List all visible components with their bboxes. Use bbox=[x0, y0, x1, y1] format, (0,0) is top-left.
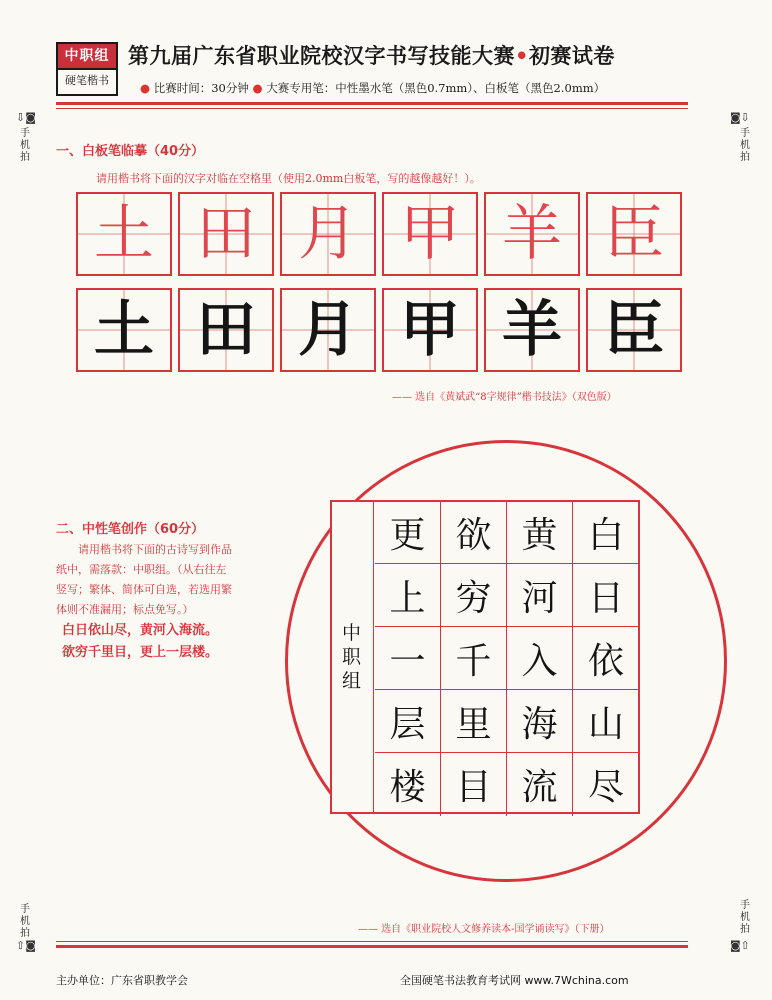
camera-icon: ◙⇧ bbox=[730, 939, 750, 952]
poem-cell: 更 bbox=[375, 501, 441, 564]
sample-char: 臣 bbox=[586, 192, 682, 276]
section1-source: —— 选自《黄斌武“8字规律”楷书技法》（双色版） bbox=[392, 392, 617, 403]
poem-cell: 海 bbox=[507, 690, 573, 753]
poem-cell: 尽 bbox=[587, 767, 624, 808]
poem-cell: 入 bbox=[507, 627, 573, 690]
section1-title: 一、白板笔临摹（40分） bbox=[56, 144, 205, 159]
signature-char: 中 bbox=[341, 622, 361, 644]
side-label-top-right: 手机拍 bbox=[740, 128, 750, 163]
poem-cell: 欲 bbox=[441, 501, 507, 564]
header-rule-thin bbox=[56, 108, 688, 109]
side-label-top-left: 手机拍 bbox=[20, 128, 30, 163]
footer-rule bbox=[56, 945, 688, 948]
page-title bbox=[128, 40, 615, 70]
poem-cell: 日 bbox=[573, 564, 639, 627]
section2-title: 二、中性笔创作（60分） bbox=[56, 522, 205, 537]
signature-char: 职 bbox=[341, 646, 361, 668]
poem-cell: 山 bbox=[573, 690, 639, 753]
copied-char: 月 bbox=[280, 288, 376, 372]
exam-pen: 大赛专用笔：中性墨水笔（黑色0.7mm）、白板笔（黑色2.0mm） bbox=[266, 81, 606, 95]
title-dot: • bbox=[515, 44, 529, 68]
poem-cell: 白 bbox=[573, 501, 639, 564]
copied-char: 臣 bbox=[586, 288, 682, 372]
title-main: 第九届广东省职业院校汉字书写技能大赛 bbox=[128, 44, 515, 68]
poem-cell: 依 bbox=[573, 627, 639, 690]
footer-organizer: 主办单位：广东省职教学会 bbox=[56, 974, 188, 987]
sample-char: 月 bbox=[280, 192, 376, 276]
poem-line-2: 欲穷千里目，更上一层楼。 bbox=[62, 645, 219, 660]
sample-char: 甲 bbox=[382, 192, 478, 276]
side-label-bottom-right: 手机拍 bbox=[740, 900, 750, 935]
section1-instruction: 请用楷书将下面的汉字对临在空格里（使用2.0mm白板笔，写的越像越好！）。 bbox=[96, 172, 481, 185]
poem-cell: 一 bbox=[375, 627, 441, 690]
sample-char: 羊 bbox=[484, 192, 580, 276]
section2-source: —— 选自《职业院校人文修养读本-国学诵读写》（下册） bbox=[358, 924, 610, 935]
camera-icon: ◙⇩ bbox=[730, 111, 750, 124]
sample-char: 土 bbox=[76, 192, 172, 276]
signature-column bbox=[330, 500, 374, 814]
footer-rule-thin bbox=[56, 941, 688, 942]
poem-cell: 上 bbox=[375, 564, 441, 627]
exam-time: 比赛时间：30分钟 bbox=[153, 81, 249, 95]
poem-cell: 河 bbox=[507, 564, 573, 627]
exam-info: ● 比赛时间：30分钟 ● 大赛专用笔：中性墨水笔（黑色0.7mm）、白板笔（黑色2.0mm） bbox=[140, 81, 606, 95]
section2-instruction: 请用楷书将下面的古诗写到作品纸中，需落款：中职组。（从右往左竖写；繁体、简体可自选，若选用繁体则不准漏用；标点免写。） bbox=[56, 543, 232, 616]
group-badge: 中职组 bbox=[56, 42, 118, 70]
poem-cell: 里 bbox=[441, 690, 507, 753]
poem-cell: 流 bbox=[507, 753, 573, 816]
header-rule bbox=[56, 102, 688, 105]
poem-cell: 层 bbox=[375, 690, 441, 753]
poem-line-1: 白日依山尽，黄河入海流。 bbox=[62, 623, 219, 638]
camera-icon: ⇧◙ bbox=[16, 939, 36, 952]
copied-char: 土 bbox=[76, 288, 172, 372]
side-label-bottom-left: 手机拍 bbox=[20, 904, 30, 939]
copied-char: 羊 bbox=[484, 288, 580, 372]
category-badge: 硬笔楷书 bbox=[56, 68, 118, 96]
signature-char: 组 bbox=[341, 670, 361, 692]
title-tail: 初赛试卷 bbox=[528, 44, 615, 68]
footer-website: 全国硬笔书法教育考试网 www.7Wchina.com bbox=[400, 974, 629, 987]
copied-char: 甲 bbox=[382, 288, 478, 372]
camera-icon: ⇩◙ bbox=[16, 111, 36, 124]
poem-cell: 黄 bbox=[507, 501, 573, 564]
poem-cell: 千 bbox=[441, 627, 507, 690]
copied-char: 田 bbox=[178, 288, 274, 372]
poem-cell: 楼 bbox=[375, 753, 441, 816]
poem-cell: 穷 bbox=[441, 564, 507, 627]
poem-cell: 目 bbox=[441, 753, 507, 816]
sample-char: 田 bbox=[178, 192, 274, 276]
